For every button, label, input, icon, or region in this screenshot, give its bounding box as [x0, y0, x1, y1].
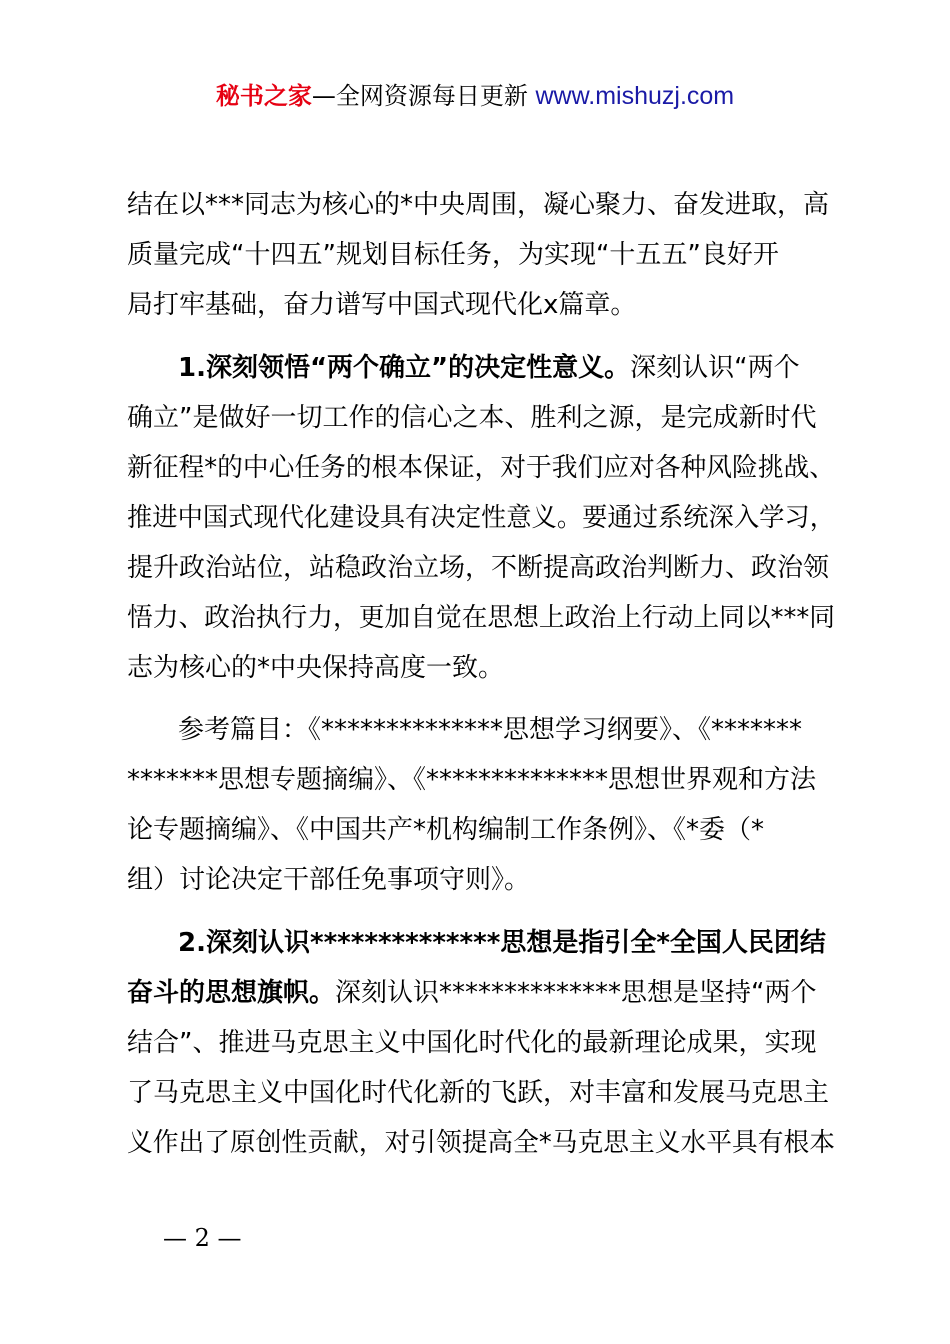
section-heading-1: 1.深刻领悟“两个确立”的决定性意义。深刻认识“两个	[178, 353, 800, 383]
page-number: — 2 —	[163, 1224, 242, 1252]
references-line: *******思想专题摘编》、《**************思想世界观和方法	[127, 765, 817, 795]
body-line: 推进中国式现代化建设具有决定性意义。要通过系统深入学习，	[127, 503, 835, 533]
references-line: 组）讨论决定干部任免事项守则》。	[127, 865, 531, 895]
body-line: 结合”、推进马克思主义中国化时代化的最新理论成果，实现	[127, 1028, 817, 1058]
site-header	[0, 80, 950, 112]
body-line: 了马克思主义中国化时代化新的飞跃，对丰富和发展马克思主	[127, 1078, 830, 1108]
body-line: 质量完成“十四五”规划目标任务，为实现“十五五”良好开	[127, 240, 779, 270]
body-line: 局打牢基础，奋力谱写中国式现代化x篇章。	[127, 290, 637, 320]
body-line: 结在以***同志为核心的*中央周围，凝心聚力、奋发进取，高	[127, 190, 830, 220]
body-line: 义作出了原创性贡献，对引领提高全*马克思主义水平具有根本	[127, 1128, 836, 1158]
section-heading-2-cont: 奋斗的思想旗帜。深刻认识**************思想是坚持“两个	[127, 978, 817, 1008]
body-line: 确立”是做好一切工作的信心之本、胜利之源，是完成新时代	[127, 403, 817, 433]
site-url-link[interactable]: www.mishuzj.com	[535, 82, 735, 110]
section-heading-2: 2.深刻认识**************思想是指引全*全国人民团结	[178, 928, 826, 958]
body-line: 提升政治站位，站稳政治立场，不断提高政治判断力、政治领	[127, 553, 830, 583]
site-tagline: —全网资源每日更新	[311, 82, 536, 110]
site-brand: 秘书之家	[215, 82, 312, 110]
body-line: 志为核心的*中央保持高度一致。	[127, 653, 505, 683]
references-line: 参考篇目：《**************思想学习纲要》、《*******	[178, 715, 803, 745]
references-line: 论专题摘编》、《中国共产*机构编制工作条例》、《*委（*	[127, 815, 765, 845]
body-line: 悟力、政治执行力，更加自觉在思想上政治上行动上同以***同	[127, 603, 836, 633]
body-line: 新征程*的中心任务的根本保证，对于我们应对各种风险挑战、	[127, 453, 836, 483]
